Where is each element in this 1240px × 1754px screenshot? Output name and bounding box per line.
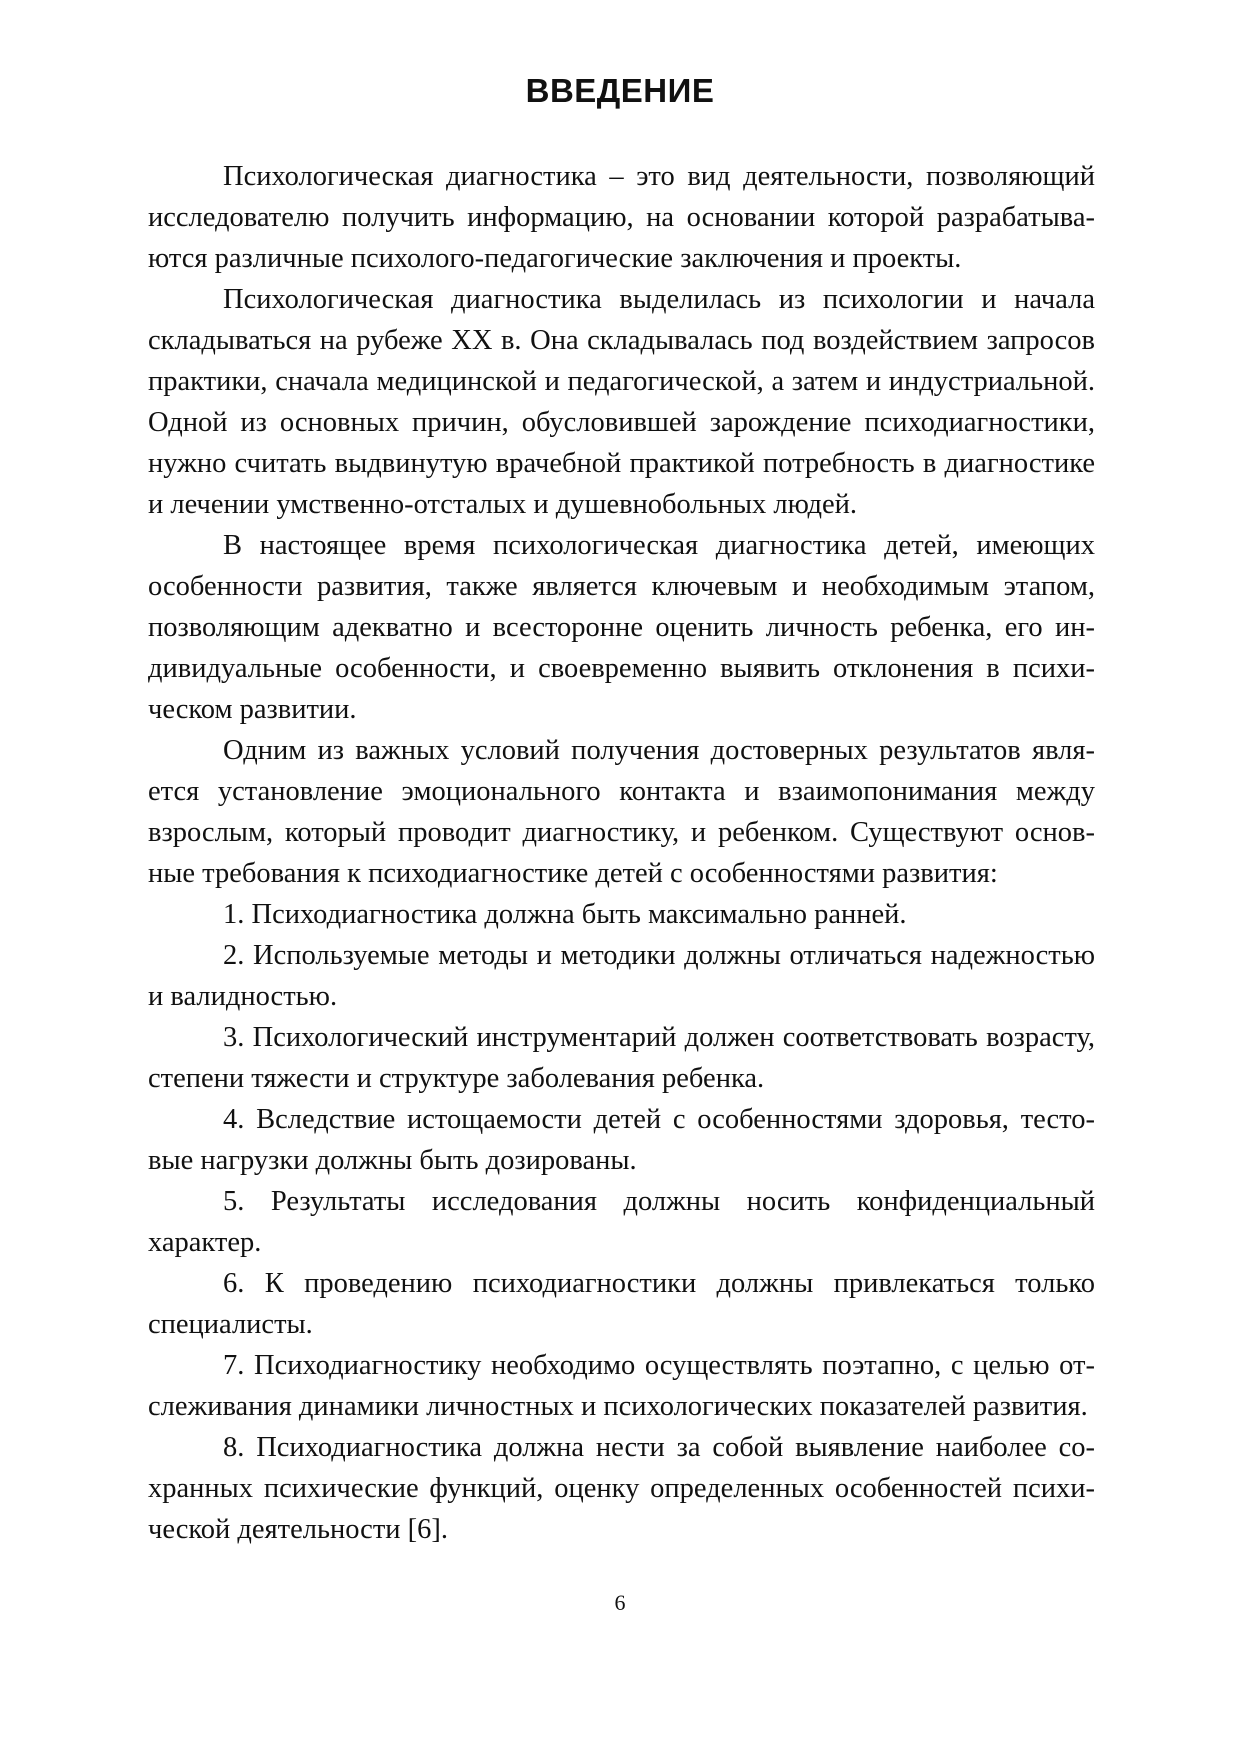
list-item: 1. Психодиагностика должна быть максимально ранней. <box>223 899 907 930</box>
list-item: 7. Психодиагностику необходимо осуществлять поэтапно, с целью отслеживания динамики личностных и психологических показателей развития. <box>148 1350 1095 1422</box>
paragraph: В настоящее время психологическая диагностика детей, имеющих особенности развития, также является ключевым и необходимым этапом, позволяющим адекватно и всесторонне оценить личность ребенка, его индивидуальные особенности, и своевременно выявить отклонения в психическом развитии. <box>148 530 1095 725</box>
page-number: 6 <box>614 1590 626 1615</box>
paragraph: Одним из важных условий получения достоверных результатов является установление эмоционального контакта и взаимопонимания между взрослым, который проводит диагностику, и ребенком. Существуют основные требования к психодиагностике детей с особенностями развития: <box>148 735 1095 889</box>
list-item: 3. Психологический инструментарий должен соответствовать возрасту, степени тяжести и структуре заболевания ребенка. <box>148 1022 1095 1094</box>
page-title: ВВЕДЕНИЕ <box>525 72 715 109</box>
list-item: 2. Используемые методы и методики должны отличаться надежностью и валидностью. <box>148 940 1095 1012</box>
list-item: 5. Результаты исследования должны носить конфиденциальный характер. <box>148 1186 1095 1258</box>
body-text <box>148 156 1095 1550</box>
list-item: 6. К проведению психодиагностики должны привлекаться только специалисты. <box>148 1268 1095 1340</box>
list-item: 4. Вследствие истощаемости детей с особенностями здоровья, тестовые нагрузки должны быть дозированы. <box>148 1104 1095 1176</box>
paragraph: Психологическая диагностика выделилась из психологии и начала складываться на рубеже XX в. Она складывалась под воздействием запросов практики, сначала медицинской и педагогической, а затем и индустриальной. Одной из основных причин, обусловившей зарождение психодиагностики, нужно считать выдвинутую врачебной практикой потребность в диагностике и лечении умственно-отсталых и душевнобольных людей. <box>148 284 1095 520</box>
paragraph: Психологическая диагностика – это вид деятельности, позволяющий исследователю получить информацию, на основании которой разрабатываются различные психолого-педагогические заключения и проекты. <box>148 161 1095 274</box>
list-item: 8. Психодиагностика должна нести за собой выявление наиболее сохранных психические функций, оценку определенных особенностей психической деятельности [6]. <box>148 1432 1095 1545</box>
